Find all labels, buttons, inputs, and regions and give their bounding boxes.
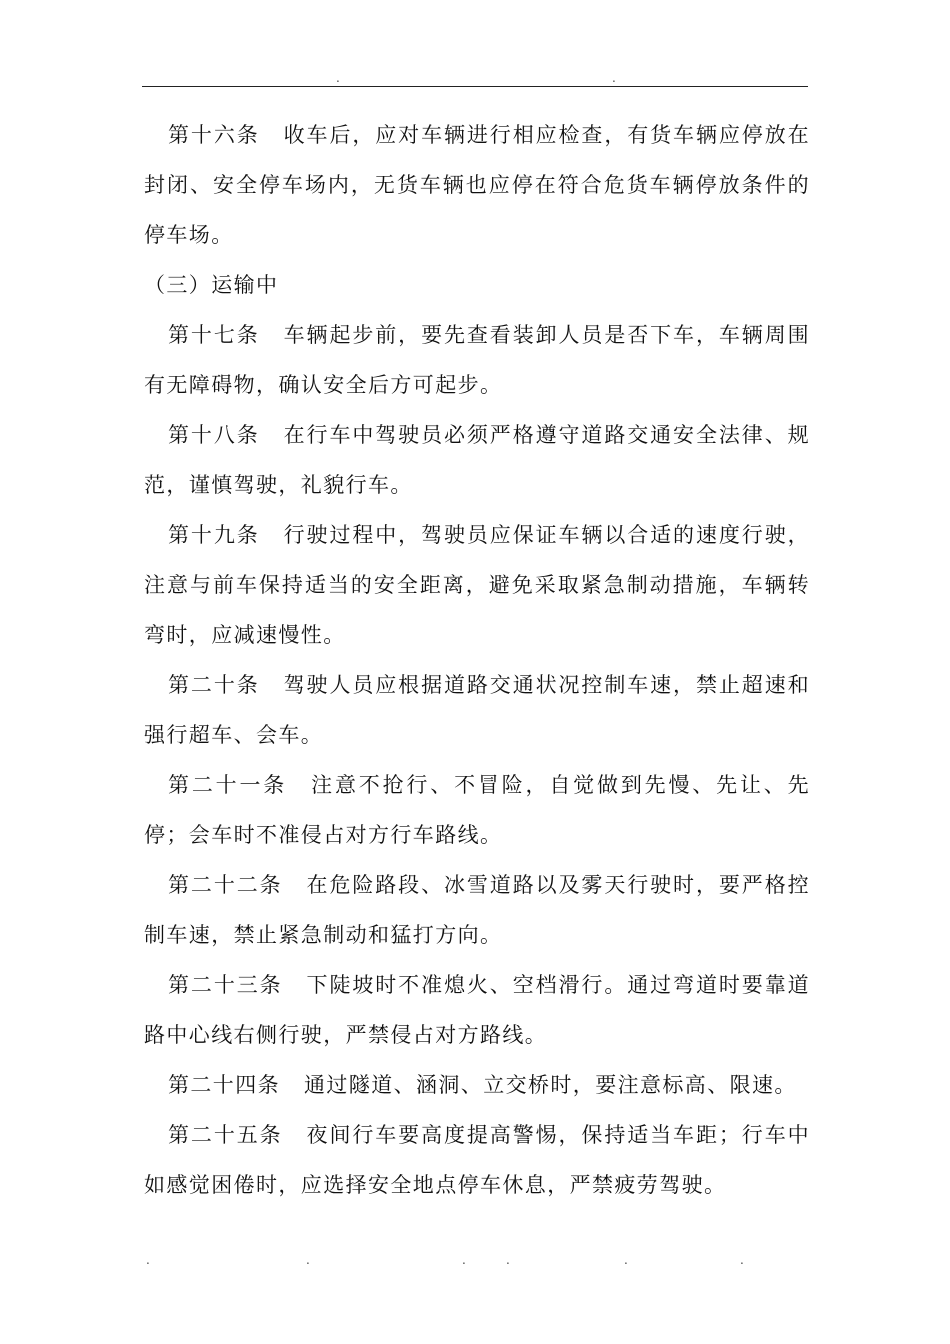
article-text: 在行车中驾驶员必须严格遵守道路交通安全法律、规范，谨慎驾驶，礼貌行车。 [144, 423, 810, 497]
article-text: 车辆起步前，要先查看装卸人员是否下车，车辆周围有无障碍物，确认安全后方可起步。 [144, 323, 810, 397]
article-number: 第二十五条 [168, 1123, 283, 1147]
article-text: 注意不抢行、不冒险，自觉做到先慢、先让、先停；会车时不准侵占对方行车路线。 [144, 773, 810, 847]
header-rule [142, 86, 808, 87]
article-25 [144, 1110, 810, 1210]
header-dot: . [336, 71, 340, 85]
article-text: 在危险路段、冰雪道路以及雾天行驶时，要严格控制车速，禁止紧急制动和猛打方向。 [144, 873, 810, 947]
article-19 [144, 510, 810, 660]
footer-dot: . [146, 1253, 150, 1267]
article-23 [144, 960, 810, 1060]
article-18 [144, 410, 810, 510]
article-text: 行驶过程中，驾驶员应保证车辆以合适的速度行驶，注意与前车保持适当的安全距离，避免采取紧急制动措施，车辆转弯时，应减速慢性。 [144, 523, 810, 647]
footer-dot: . [740, 1253, 744, 1267]
article-number: 第十六条 [168, 123, 260, 147]
article-number: 第二十三条 [168, 973, 283, 997]
article-number: 第十九条 [168, 523, 260, 547]
article-17 [144, 310, 810, 410]
article-number: 第二十四条 [168, 1073, 280, 1097]
article-number: 第十七条 [168, 323, 260, 347]
article-number: 第二十一条 [168, 773, 288, 797]
header-dot: . [612, 71, 616, 85]
article-16 [144, 110, 810, 260]
article-24 [144, 1060, 810, 1110]
article-text: 收车后，应对车辆进行相应检查，有货车辆应停放在封闭、安全停车场内，无货车辆也应停在符合危货车辆停放条件的停车场。 [144, 123, 810, 247]
article-text: 夜间行车要高度提高警惕，保持适当车距；行车中如感觉困倦时，应选择安全地点停车休息，严禁疲劳驾驶。 [144, 1123, 810, 1197]
footer-dot: . [506, 1253, 510, 1267]
footer-dot: . [306, 1253, 310, 1267]
article-22 [144, 860, 810, 960]
article-number: 第二十二条 [168, 873, 283, 897]
article-21 [144, 760, 810, 860]
footer-dot: . [624, 1253, 628, 1267]
article-number: 第十八条 [168, 423, 260, 447]
document-body [144, 110, 810, 1210]
footer-dot: . [462, 1253, 466, 1267]
article-text: 通过隧道、涵洞、立交桥时，要注意标高、限速。 [304, 1073, 797, 1097]
article-number: 第二十条 [168, 673, 260, 697]
article-20 [144, 660, 810, 760]
article-text: 下陡坡时不准熄火、空档滑行。通过弯道时要靠道路中心线右侧行驶，严禁侵占对方路线。 [144, 973, 810, 1047]
section-heading: （三）运输中 [144, 273, 279, 297]
article-text: 驾驶人员应根据道路交通状况控制车速，禁止超速和强行超车、会车。 [144, 673, 810, 747]
